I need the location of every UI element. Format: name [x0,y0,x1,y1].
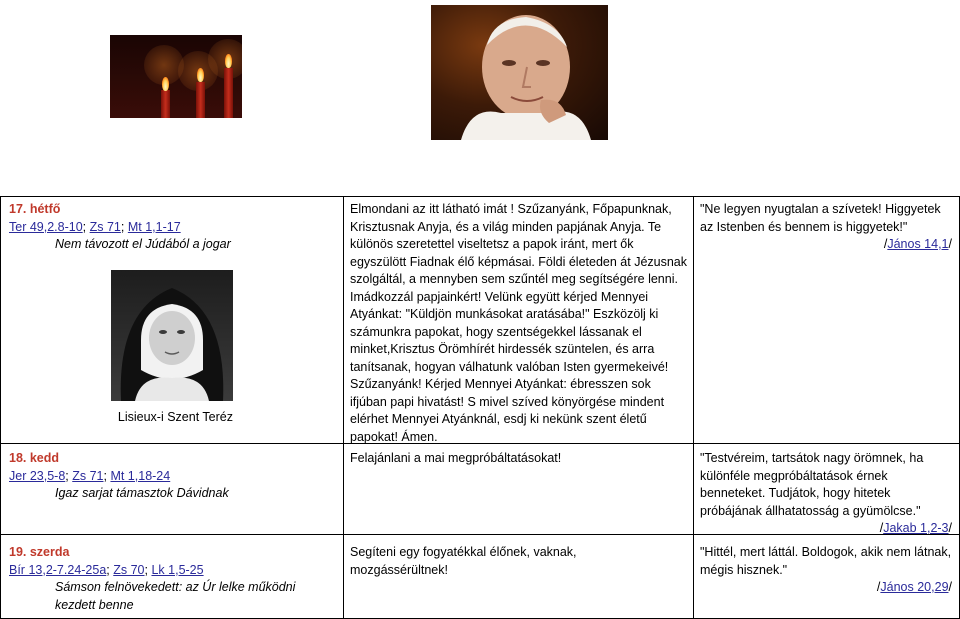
readings: Ter 49,2.8-10; Zs 71; Mt 1,1-17 [9,219,181,234]
prayer-text: Felajánlani a mai megpróbáltatásokat! [350,451,562,465]
motto: Sámson felnövekedett: az Úr lelke működni kezdett benne [55,580,296,612]
quote-reference: /Jakab 1,2-3/ [879,521,952,535]
quote-reference: /János 14,1/ [883,237,952,251]
table-row-tuesday [9,450,339,503]
reading-link[interactable]: Zs 71 [89,219,121,234]
reference-link[interactable]: János 14,1 [887,237,949,251]
reading-link[interactable]: Jer 23,5-8 [9,468,66,483]
quote-reference: /János 20,29/ [876,580,952,594]
pope-portrait [431,5,608,140]
quote-text: "Testvéreim, tartsátok nagy örömnek, ha különféle megpróbáltatások érnek benneteket. Tudjátok, hogy hitetek próbájának állhatatosság a gyümölcse." [700,451,924,518]
reading-link[interactable]: Zs 71 [72,468,104,483]
reading-link[interactable]: Mt 1,18-24 [110,468,171,483]
day-label: 17. hétfő [9,202,61,216]
therese-caption: Lisieux-i Szent Teréz [117,410,233,424]
quote-text: "Hittél, mert láttál. Boldogok, akik nem látnak, mégis hisznek." [700,545,952,577]
reading-link[interactable]: Bír 13,2-7.24-25a [9,562,107,577]
table-row-monday [9,201,339,254]
quote-text: "Ne legyen nyugtalan a szívetek! Higgyetek az Istenben és bennem is higgyetek!" [700,202,941,234]
table-row-wednesday [9,544,339,614]
readings: Jer 23,5-8; Zs 71; Mt 1,18-24 [9,468,171,483]
prayer-text: Elmondani az itt látható imát ! Szűzanyánk, Főpapunknak, Krisztusnak Anyja, és a világ minden papjának Anyja. Te különös szeretettel viseltetsz a papok iránt, mert ők egyszülött Fiadnak élő képmásai. Földi életeden át Jézusnak szolgáltál, a mennyben sem szűntél meg segítségére lenni. Imádkozzál papjainkért! Velünk együtt kérjed Mennyei Atyánkat: "Küldjön munkásokat aratásába!" Eszközölj ki számunkra papokat, hogy szentségekkel lássanak el minket,Krisztus Örömhírét hirdessék szüntelen, és arra tanítsanak, hogyan válhatunk valóban Isten gyermekeivé! Szűzanyánk! Kérjed Mennyei Atyánkat: ébresszen sok ifjúban papi hivatást! S mivel szíved könyörgése mindent elérhet Mennyei Atyánknál, esdj ki nekünk szent életű papokat! Ámen. [350,202,687,444]
quote-cell [700,201,952,254]
reading-link[interactable]: Lk 1,5-25 [151,562,204,577]
candles-photo [110,35,242,118]
day-label: 19. szerda [9,545,70,559]
reading-link[interactable]: Mt 1,1-17 [127,219,181,234]
motto: Igaz sarjat támasztok Dávidnak [55,486,229,500]
prayer-text: Segíteni egy fogyatékkal élőnek, vaknak, mozgássérültnek! [350,545,577,577]
reference-link[interactable]: János 20,29 [880,580,949,594]
therese-portrait [111,270,233,401]
motto: Nem távozott el Júdából a jogar [55,237,231,251]
readings: Bír 13,2-7.24-25a; Zs 70; Lk 1,5-25 [9,562,204,577]
day-label: 18. kedd [9,451,60,465]
reference-link[interactable]: Jakab 1,2-3 [883,521,949,535]
reading-link[interactable]: Ter 49,2.8-10 [9,219,83,234]
reading-link[interactable]: Zs 70 [113,562,145,577]
quote-cell [700,544,952,597]
quote-cell [700,450,952,538]
